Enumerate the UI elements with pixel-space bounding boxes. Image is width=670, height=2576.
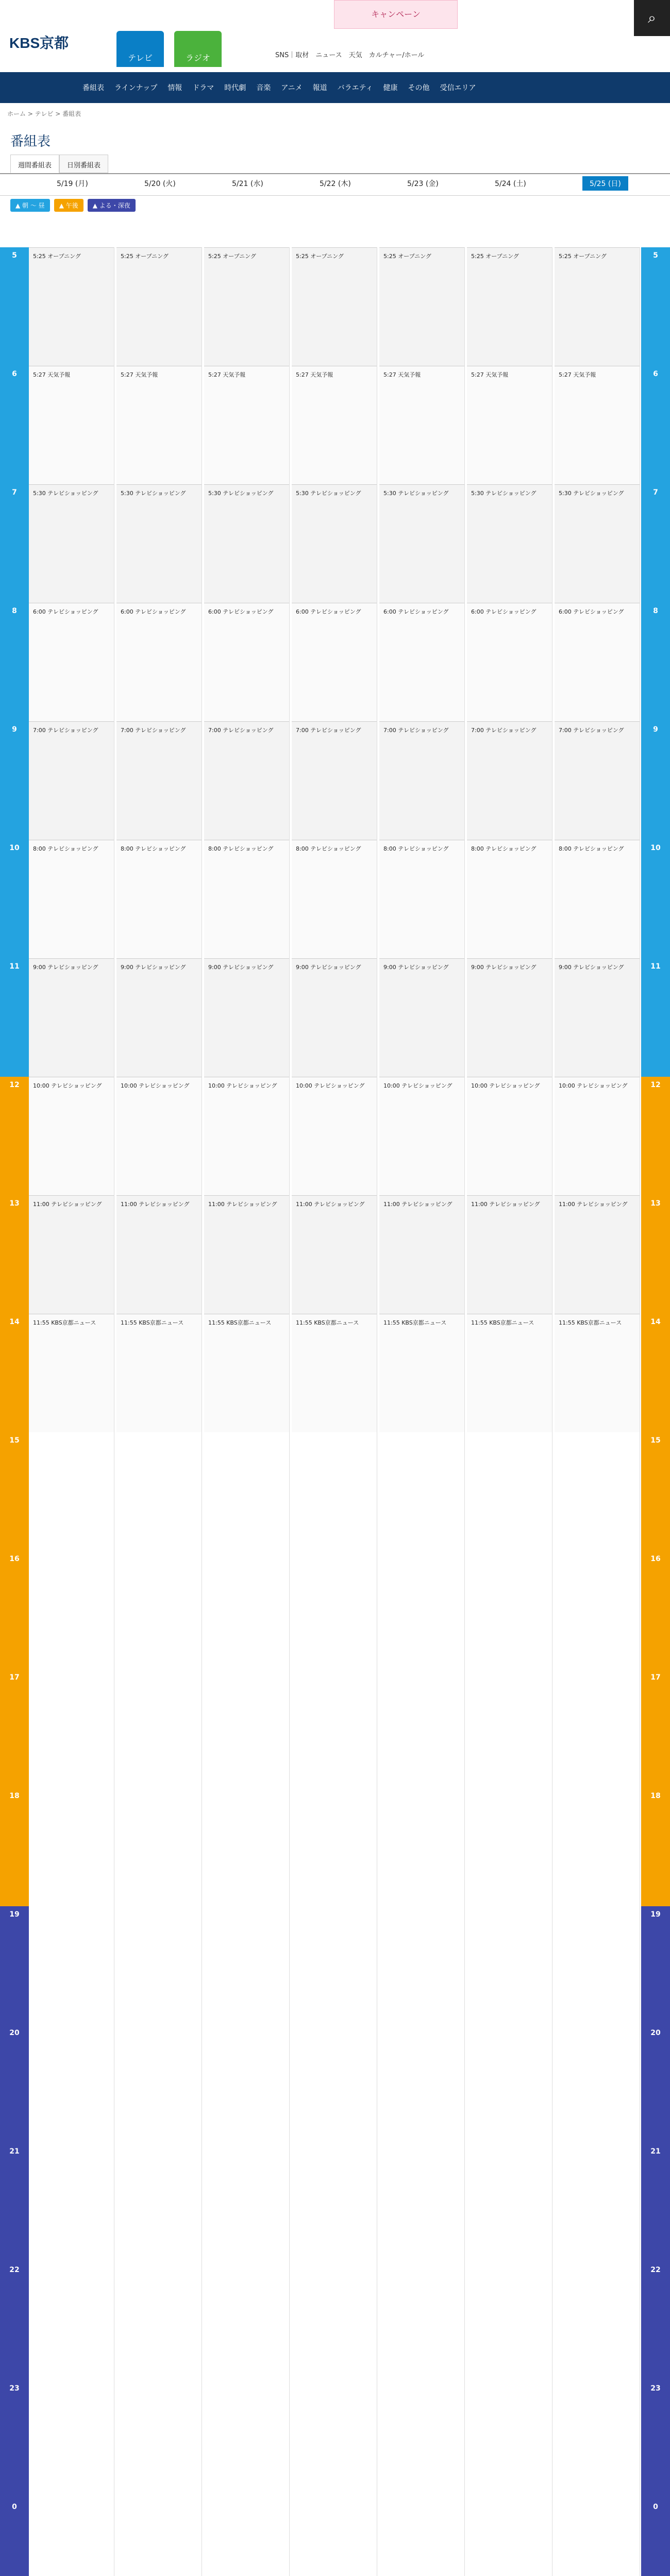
program-cell[interactable] [467, 1314, 552, 1432]
program-title: 5:25 オープニング [208, 253, 256, 260]
program-cell[interactable] [29, 1077, 114, 1195]
day-column [555, 247, 640, 2576]
program-cell[interactable] [467, 1077, 552, 1195]
program-cell[interactable] [116, 1077, 202, 1195]
program-title: 9:00 テレビショッピング [33, 964, 98, 971]
program-cell[interactable] [555, 484, 640, 603]
program-title: 7:00 テレビショッピング [33, 727, 98, 734]
program-cell[interactable] [292, 958, 377, 1077]
program-title: 11:55 KBS京都ニュース [471, 1319, 534, 1326]
program-cell[interactable] [116, 721, 202, 840]
program-cell[interactable] [555, 1195, 640, 1314]
program-cell[interactable] [292, 1077, 377, 1195]
day-column [467, 247, 552, 2576]
program-cell[interactable] [292, 484, 377, 603]
program-cell[interactable] [29, 484, 114, 603]
program-title: 5:25 オープニング [383, 253, 431, 260]
program-title: 10:00 テレビショッピング [471, 1082, 540, 1089]
program-title: 11:00 テレビショッピング [471, 1201, 540, 1208]
day-header[interactable]: 5/23 (金) [407, 180, 439, 188]
program-title: 5:30 テレビショッピング [383, 490, 449, 497]
breadcrumb: ホーム > テレビ > 番組表 [7, 110, 81, 117]
program-cell[interactable] [467, 484, 552, 603]
radio-button[interactable] [174, 31, 222, 67]
program-title: 5:27 天気予報 [121, 371, 158, 378]
program-title: 10:00 テレビショッピング [559, 1082, 628, 1089]
day-header[interactable]: 5/22 (木) [320, 180, 351, 188]
hour-label: 12 [0, 1077, 29, 1195]
program-cell[interactable] [29, 1195, 114, 1314]
page-title: 番組表 [10, 134, 51, 149]
program-grid [0, 247, 670, 2576]
hour-label: 15 [641, 1432, 670, 1551]
hour-label: 11 [641, 958, 670, 1077]
nav-item[interactable]: アニメ [281, 84, 303, 92]
tab-bar [0, 155, 670, 173]
program-cell[interactable] [467, 840, 552, 958]
program-title: 7:00 テレビショッピング [296, 727, 361, 734]
program-title: 5:27 天気予報 [33, 371, 71, 378]
program-title: 6:00 テレビショッピング [121, 608, 186, 615]
program-cell[interactable] [379, 840, 464, 958]
program-title: 11:00 テレビショッピング [208, 1201, 277, 1208]
program-title: 9:00 テレビショッピング [383, 964, 449, 971]
program-cell[interactable] [555, 958, 640, 1077]
program-title: 5:25 オープニング [33, 253, 81, 260]
hour-label: 23 [641, 2380, 670, 2499]
program-cell[interactable] [379, 1077, 464, 1195]
hour-label: 10 [641, 840, 670, 958]
program-title: 8:00 テレビショッピング [471, 845, 537, 852]
program-cell[interactable] [204, 958, 289, 1077]
program-cell[interactable] [467, 958, 552, 1077]
nav-item[interactable]: 情報 [167, 84, 182, 92]
program-title: 5:27 天気予報 [471, 371, 509, 378]
program-cell[interactable] [292, 603, 377, 721]
program-cell[interactable] [204, 603, 289, 721]
program-title: 6:00 テレビショッピング [33, 608, 98, 615]
hour-label: 22 [0, 2262, 29, 2380]
program-title: 9:00 テレビショッピング [121, 964, 186, 971]
program-title: 8:00 テレビショッピング [296, 845, 361, 852]
program-cell[interactable] [116, 958, 202, 1077]
program-cell[interactable] [467, 366, 552, 484]
program-title: 6:00 テレビショッピング [471, 608, 537, 615]
program-cell[interactable] [116, 366, 202, 484]
hour-label: 6 [0, 366, 29, 484]
program-cell[interactable] [555, 1077, 640, 1195]
program-title: 9:00 テレビショッピング [208, 964, 274, 971]
hour-label: 9 [0, 721, 29, 840]
nav-item[interactable]: 受信エリア [440, 84, 476, 92]
program-title: 7:00 テレビショッピング [559, 727, 624, 734]
program-title: 11:00 テレビショッピング [559, 1201, 628, 1208]
program-title: 9:00 テレビショッピング [296, 964, 361, 971]
program-cell[interactable] [204, 1314, 289, 1432]
nav-item[interactable]: ドラマ [192, 84, 214, 92]
program-title: 5:25 オープニング [559, 253, 607, 260]
program-title: 11:00 テレビショッピング [33, 1201, 102, 1208]
program-title: 5:30 テレビショッピング [208, 490, 274, 497]
hour-label: 22 [641, 2262, 670, 2380]
program-title: 9:00 テレビショッピング [471, 964, 537, 971]
program-cell[interactable] [555, 366, 640, 484]
program-title: 10:00 テレビショッピング [296, 1082, 365, 1089]
program-title: 11:00 テレビショッピング [121, 1201, 190, 1208]
program-cell[interactable] [116, 1195, 202, 1314]
program-cell[interactable] [555, 721, 640, 840]
program-title: 10:00 テレビショッピング [121, 1082, 190, 1089]
program-cell[interactable] [292, 1314, 377, 1432]
program-cell[interactable] [555, 840, 640, 958]
program-title: 8:00 テレビショッピング [208, 845, 274, 852]
program-cell[interactable] [204, 1195, 289, 1314]
day-header[interactable]: 5/25 (日) [582, 176, 628, 191]
program-title: 7:00 テレビショッピング [383, 727, 449, 734]
program-cell[interactable] [379, 958, 464, 1077]
day-header[interactable]: 5/24 (土) [495, 180, 526, 188]
program-title: 10:00 テレビショッピング [383, 1082, 453, 1089]
day-header[interactable]: 5/20 (火) [144, 180, 176, 188]
program-title: 5:27 天気予報 [559, 371, 596, 378]
tv-button[interactable] [116, 31, 164, 67]
program-cell[interactable] [379, 603, 464, 721]
hour-label: 17 [0, 1669, 29, 1788]
program-title: 5:25 オープニング [296, 253, 344, 260]
hour-label: 19 [641, 1906, 670, 2025]
program-cell[interactable] [292, 366, 377, 484]
program-cell[interactable] [467, 721, 552, 840]
hour-label: 9 [641, 721, 670, 840]
hour-label: 17 [641, 1669, 670, 1788]
program-cell[interactable] [116, 484, 202, 603]
day-header[interactable]: 5/19 (月) [57, 180, 88, 188]
program-cell[interactable] [116, 1314, 202, 1432]
hour-label: 8 [0, 603, 29, 721]
program-cell[interactable] [555, 1314, 640, 1432]
hour-label: 18 [641, 1788, 670, 1906]
program-cell[interactable] [292, 840, 377, 958]
tv-label: テレビ [128, 53, 153, 63]
program-title: 8:00 テレビショッピング [121, 845, 186, 852]
hour-label: 0 [641, 2499, 670, 2576]
slot-button[interactable]: ▲ 朝 ～ 昼 [10, 199, 50, 212]
program-cell[interactable] [467, 1195, 552, 1314]
hour-label: 7 [641, 484, 670, 603]
program-title: 6:00 テレビショッピング [296, 608, 361, 615]
program-cell[interactable] [379, 721, 464, 840]
hour-label: 18 [0, 1788, 29, 1906]
program-title: 8:00 テレビショッピング [33, 845, 98, 852]
main-nav [0, 72, 670, 103]
program-cell[interactable] [379, 484, 464, 603]
hour-label: 19 [0, 1906, 29, 2025]
hour-label: 13 [641, 1195, 670, 1314]
program-title: 6:00 テレビショッピング [208, 608, 274, 615]
program-title: 11:55 KBS京都ニュース [383, 1319, 447, 1326]
day-row [0, 173, 670, 196]
hour-label: 14 [0, 1314, 29, 1432]
program-cell[interactable] [379, 247, 464, 366]
program-title: 5:30 テレビショッピング [471, 490, 537, 497]
hour-label: 5 [641, 247, 670, 366]
program-title: 11:00 テレビショッピング [296, 1201, 365, 1208]
day-column [116, 247, 202, 2576]
nav-item[interactable]: 報道 [312, 84, 327, 92]
program-cell[interactable] [204, 366, 289, 484]
day-column [204, 247, 290, 2576]
program-cell[interactable] [204, 721, 289, 840]
program-cell[interactable] [555, 247, 640, 366]
program-cell[interactable] [29, 840, 114, 958]
slot-button[interactable]: ▲ 午後 [54, 199, 83, 212]
day-header[interactable]: 5/21 (水) [232, 180, 263, 188]
program-title: 8:00 テレビショッピング [559, 845, 624, 852]
hour-label: 5 [0, 247, 29, 366]
nav-item[interactable]: 番組表 [82, 84, 104, 92]
top-links[interactable]: SNS｜取材 ニュース 天気 カルチャー/ホール [275, 52, 425, 59]
radio-label: ラジオ [185, 53, 210, 63]
hour-label: 15 [0, 1432, 29, 1551]
site-logo[interactable]: KBS京都 [9, 35, 69, 51]
program-cell[interactable] [29, 958, 114, 1077]
program-title: 5:27 天気予報 [296, 371, 333, 378]
program-cell[interactable] [555, 603, 640, 721]
hour-label: 21 [0, 2143, 29, 2262]
program-title: 10:00 テレビショッピング [208, 1082, 277, 1089]
slot-button[interactable]: ▲ よる・深夜 [88, 199, 136, 212]
program-cell[interactable] [292, 721, 377, 840]
hour-label: 0 [0, 2499, 29, 2576]
hour-label: 20 [0, 2025, 29, 2143]
program-cell[interactable] [29, 721, 114, 840]
program-title: 6:00 テレビショッピング [383, 608, 449, 615]
hour-label: 14 [641, 1314, 670, 1432]
tab-weekly[interactable]: 週間番組表 [10, 155, 59, 173]
program-title: 5:25 オープニング [121, 253, 169, 260]
site-header [0, 0, 670, 72]
program-title: 11:55 KBS京都ニュース [559, 1319, 622, 1326]
program-cell[interactable] [29, 247, 114, 366]
hour-label: 8 [641, 603, 670, 721]
hour-label: 20 [641, 2025, 670, 2143]
program-title: 11:55 KBS京都ニュース [208, 1319, 272, 1326]
program-title: 5:30 テレビショッピング [559, 490, 624, 497]
program-title: 9:00 テレビショッピング [559, 964, 624, 971]
program-title: 5:30 テレビショッピング [121, 490, 186, 497]
program-title: 8:00 テレビショッピング [383, 845, 449, 852]
hour-label: 6 [641, 366, 670, 484]
program-cell[interactable] [292, 1195, 377, 1314]
program-title: 7:00 テレビショッピング [208, 727, 274, 734]
program-title: 7:00 テレビショッピング [121, 727, 186, 734]
program-title: 6:00 テレビショッピング [559, 608, 624, 615]
program-cell[interactable] [29, 603, 114, 721]
program-title: 5:30 テレビショッピング [33, 490, 98, 497]
hour-label: 23 [0, 2380, 29, 2499]
tab-daily[interactable]: 日別番組表 [59, 155, 108, 173]
program-cell[interactable] [29, 1314, 114, 1432]
program-title: 11:55 KBS京都ニュース [33, 1319, 96, 1326]
program-cell[interactable] [204, 840, 289, 958]
search-icon[interactable]: ⌕ [634, 0, 670, 36]
program-cell[interactable] [379, 1314, 464, 1432]
slot-buttons [0, 196, 670, 216]
nav-item[interactable]: 時代劇 [224, 84, 246, 92]
nav-item[interactable]: 音楽 [256, 84, 271, 92]
program-cell[interactable] [204, 1077, 289, 1195]
program-title: 7:00 テレビショッピング [471, 727, 537, 734]
program-title: 5:27 天気予報 [208, 371, 246, 378]
program-cell[interactable] [29, 366, 114, 484]
program-cell[interactable] [116, 603, 202, 721]
program-title: 11:00 テレビショッピング [383, 1201, 453, 1208]
nav-item[interactable]: ラインナップ [114, 84, 158, 92]
hour-label: 12 [641, 1077, 670, 1195]
program-cell[interactable] [116, 247, 202, 366]
program-cell[interactable] [116, 840, 202, 958]
program-cell[interactable] [467, 247, 552, 366]
program-title: 5:30 テレビショッピング [296, 490, 361, 497]
program-title: 5:27 天気予報 [383, 371, 421, 378]
hour-label: 21 [641, 2143, 670, 2262]
nav-item[interactable]: 健康 [383, 84, 398, 92]
program-title: 5:25 オープニング [471, 253, 519, 260]
hour-label: 11 [0, 958, 29, 1077]
program-cell[interactable] [204, 247, 289, 366]
program-cell[interactable] [204, 484, 289, 603]
nav-item[interactable]: その他 [408, 84, 430, 92]
day-column [379, 247, 465, 2576]
day-column [292, 247, 377, 2576]
hour-label: 13 [0, 1195, 29, 1314]
program-title: 11:55 KBS京都ニュース [296, 1319, 359, 1326]
nav-item[interactable]: バラエティ [337, 84, 373, 92]
program-title: 11:55 KBS京都ニュース [121, 1319, 184, 1326]
hour-label: 7 [0, 484, 29, 603]
program-cell[interactable] [379, 1195, 464, 1314]
program-cell[interactable] [379, 366, 464, 484]
program-cell[interactable] [467, 603, 552, 721]
hour-label: 16 [641, 1551, 670, 1669]
program-title: 10:00 テレビショッピング [33, 1082, 102, 1089]
hour-label: 10 [0, 840, 29, 958]
day-column [29, 247, 114, 2576]
program-cell[interactable] [292, 247, 377, 366]
top-banner[interactable]: キャンペーン [334, 0, 458, 29]
hour-label: 16 [0, 1551, 29, 1669]
